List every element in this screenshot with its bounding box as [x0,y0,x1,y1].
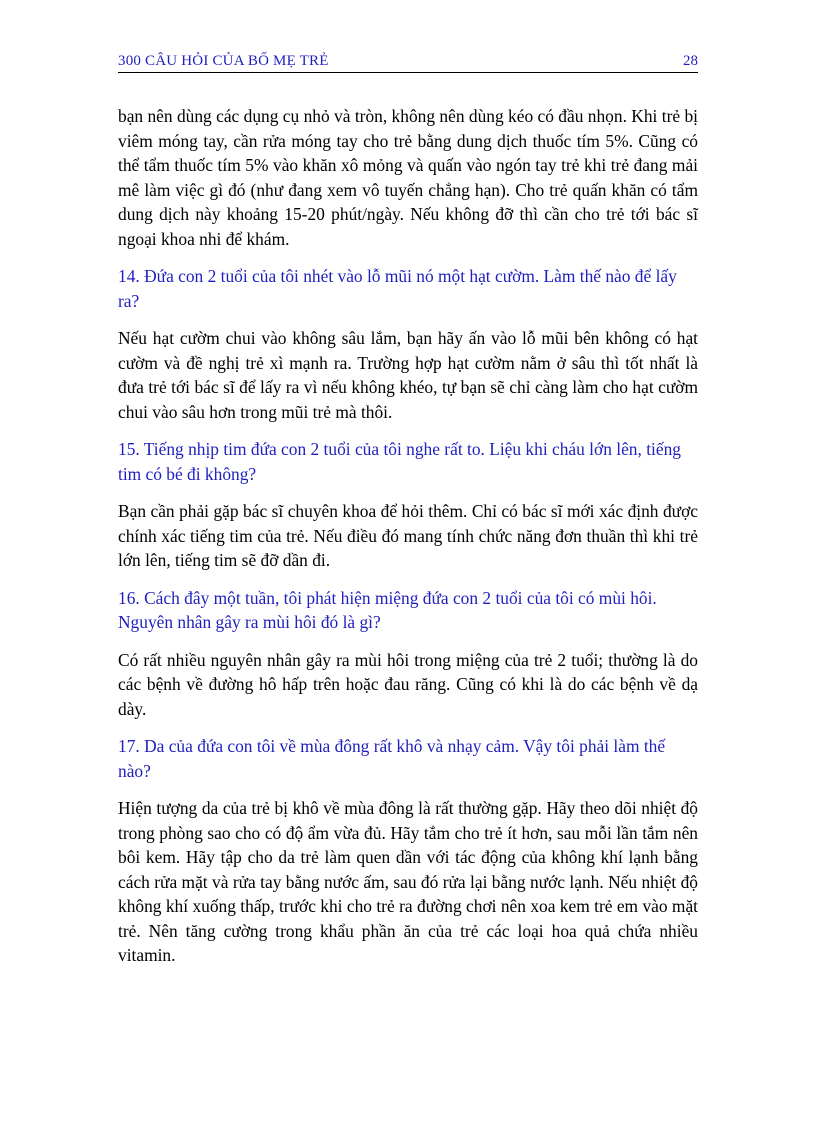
answer-15: Bạn cần phải gặp bác sĩ chuyên khoa để hỏi thêm. Chỉ có bác sĩ mới xác định được chính xác tiếng tim của trẻ. Nếu điều đó mang tính chức năng đơn thuần thì khi trẻ lớn lên, tiếng tim sẽ đỡ dần đi. [118,501,698,570]
question-15: 15. Tiếng nhịp tim đứa con 2 tuổi của tôi nghe rất to. Liệu khi cháu lớn lên, tiếng tim có bé đi không? [118,439,681,484]
book-title: 300 CÂU HỎI CỦA BỐ MẸ TRẺ [118,53,329,69]
question-14: 14. Đứa con 2 tuổi của tôi nhét vào lỗ mũi nó một hạt cườm. Làm thế nào để lấy ra? [118,266,677,311]
answer-17: Hiện tượng da của trẻ bị khô về mùa đông là rất thường gặp. Hãy theo dõi nhiệt độ trong phòng sao cho có độ ẩm vừa đủ. Hãy tắm cho trẻ ít hơn, sau mỗi lần tắm nên bôi kem. Hãy tập cho da trẻ làm quen dần với tác động của không khí lạnh bằng cách rửa mặt và rửa tay bằng nước ấm, sau đó rửa lại bằng nước lạnh. Nếu nhiệt độ không khí xuống thấp, trước khi cho trẻ ra đường chơi nên xoa kem trẻ em vào mặt trẻ. Nên tăng cường trong khẩu phần ăn của trẻ các loại hoa quả chứa nhiều vitamin. [118,798,698,965]
question-17: 17. Da của đứa con tôi về mùa đông rất khô và nhạy cảm. Vậy tôi phải làm thế nào? [118,736,666,781]
page-header [118,52,698,73]
page-body [118,104,698,968]
question-16: 16. Cách đây một tuần, tôi phát hiện miệng đứa con 2 tuổi của tôi có mùi hôi. Nguyên nhân gây ra mùi hôi đó là gì? [118,587,657,632]
page-number: 28 [683,53,698,69]
intro-answer-paragraph: bạn nên dùng các dụng cụ nhỏ và tròn, không nên dùng kéo có đầu nhọn. Khi trẻ bị viêm móng tay, cần rửa móng tay cho trẻ bằng dung dịch thuốc tím 5%. Cũng có thể tẩm thuốc tím 5% vào khăn xô mỏng và quấn vào ngón tay trẻ khi trẻ đang mải mê làm việc gì đó (như đang xem vô tuyến chẳng hạn). Cho trẻ quấn khăn có tẩm dung dịch này khoảng 15-20 phút/ngày. Nếu không đỡ thì cần cho trẻ tới bác sĩ ngoại khoa nhi để khám. [118,106,698,249]
answer-14: Nếu hạt cườm chui vào không sâu lắm, bạn hãy ấn vào lỗ mũi bên không có hạt cườm và đề nghị trẻ xì mạnh ra. Trường hợp hạt cườm nằm ở sâu thì tốt nhất là đưa trẻ tới bác sĩ để lấy ra vì nếu không khéo, tự bạn sẽ chỉ càng làm cho hạt cườm chui vào sâu hơn trong mũi trẻ mà thôi. [118,328,698,422]
answer-16: Có rất nhiều nguyên nhân gây ra mùi hôi trong miệng của trẻ 2 tuổi; thường là do các bệnh về đường hô hấp trên hoặc đau răng. Cũng có khi là do các bệnh về dạ dày. [118,649,698,719]
